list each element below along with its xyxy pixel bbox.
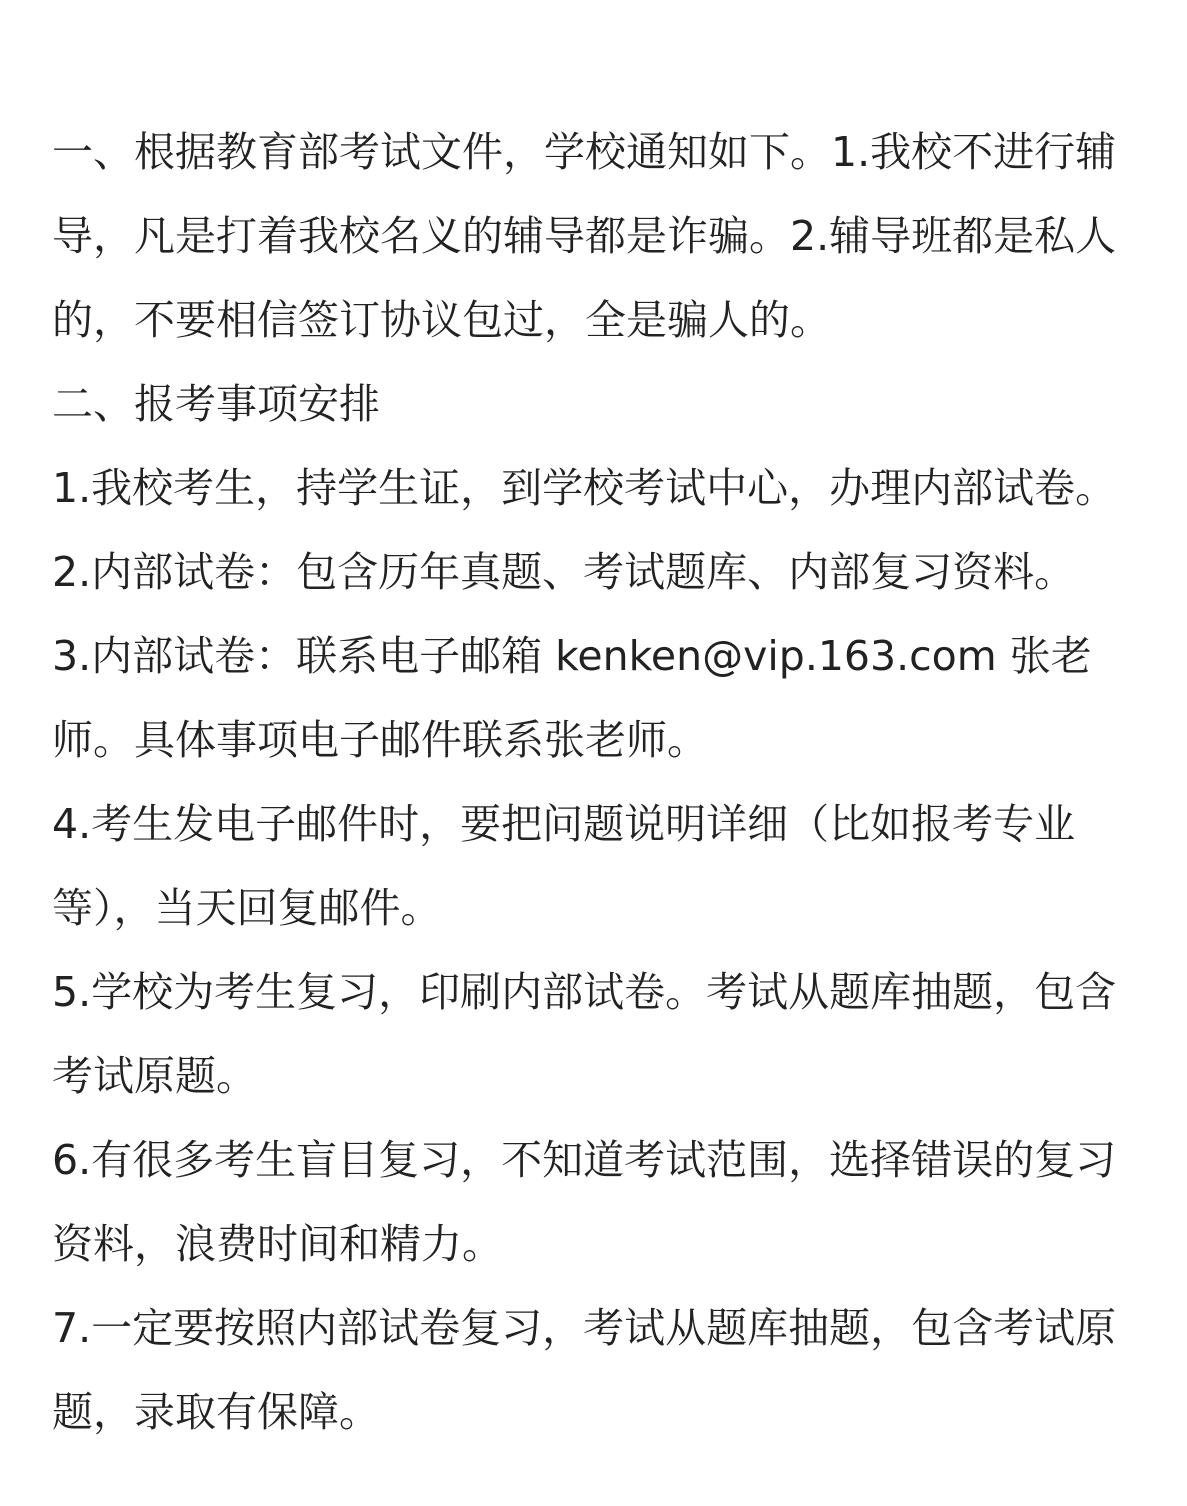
text-line-11: 5.学校为考生复习，印刷内部试卷。考试从题库抽题，包含	[52, 968, 1117, 1016]
notice-document	[52, 110, 1152, 1454]
text-line-12: 考试原题。	[52, 1052, 257, 1100]
text-line-15: 7.一定要按照内部试卷复习，考试从题库抽题，包含考试原	[52, 1304, 1117, 1352]
text-line-7: 3.内部试卷：联系电子邮箱 kenken@vip.163.com 张老	[52, 632, 1092, 680]
text-line-6: 2.内部试卷：包含历年真题、考试题库、内部复习资料。	[52, 548, 1076, 596]
text-line-1: 一、根据教育部考试文件，学校通知如下。1.我校不进行辅	[52, 128, 1117, 176]
text-line-5: 1.我校考生，持学生证，到学校考试中心，办理内部试卷。	[52, 464, 1117, 512]
text-line-16: 题，录取有保障。	[52, 1388, 380, 1436]
text-line-3: 的，不要相信签订协议包过，全是骗人的。	[52, 296, 831, 344]
section-heading-2: 二、报考事项安排	[52, 380, 380, 428]
text-line-13: 6.有很多考生盲目复习，不知道考试范围，选择错误的复习	[52, 1136, 1117, 1184]
text-line-9: 4.考生发电子邮件时，要把问题说明详细（比如报考专业	[52, 800, 1076, 848]
text-line-10: 等），当天回复邮件。	[52, 884, 442, 932]
text-line-2: 导，凡是打着我校名义的辅导都是诈骗。2.辅导班都是私人	[52, 212, 1117, 260]
text-line-8: 师。具体事项电子邮件联系张老师。	[52, 716, 708, 764]
text-line-14: 资料，浪费时间和精力。	[52, 1220, 503, 1268]
